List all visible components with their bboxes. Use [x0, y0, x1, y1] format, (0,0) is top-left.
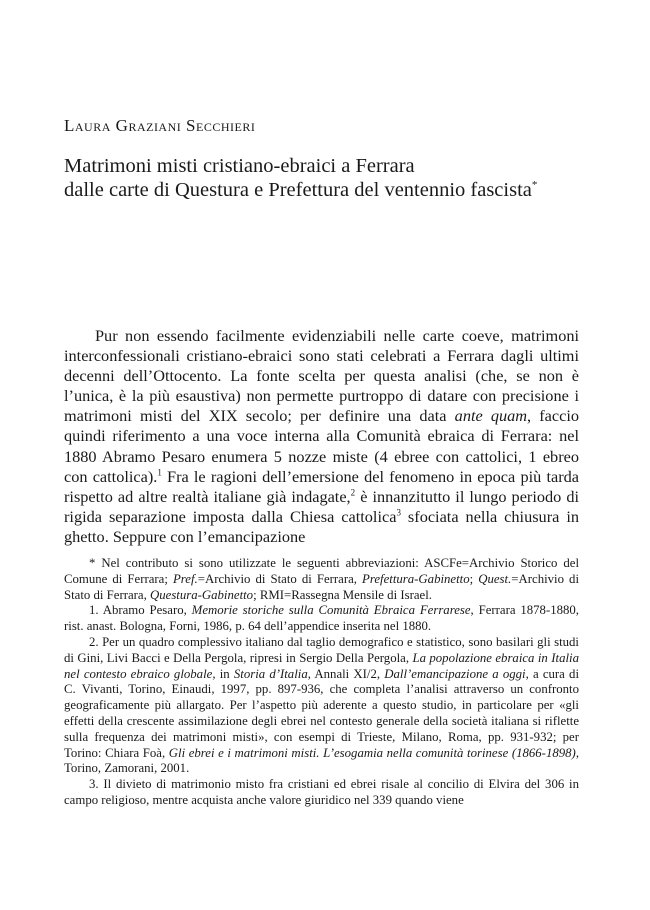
- note-text: , Annali XI/2,: [307, 666, 385, 681]
- note-text: =Archivio di Stato di Ferrara,: [64, 571, 580, 602]
- title-line-2: dalle carte di Questura e Prefettura del ventennio fascista: [64, 179, 532, 201]
- note-text: 2. Per un quadro complessivo italiano dal taglio demografico e statistico, sono basilari gli studi di Gini, Livi Bacci e Della Pergola, ripresi in Sergio Della Pergola,: [64, 634, 579, 665]
- note-text: , in: [212, 666, 234, 681]
- author-middle-name: raziani: [128, 116, 182, 135]
- note-text: ; RMI=Rassegna Mensile di Israel.: [253, 587, 432, 602]
- note-text: , a cura di C. Vivanti, Torino, Einaudi, 1997, pp. 897-936, che completa l’analisi attraverso un confronto geograficamente più allargato. Per l’aspetto più aderente a questo studio, in particolare per «gli effetti della crescente assimilazione degli ebrei nel contesto generale della società italiana si riflette sulla frequenza dei matrimoni misti», con esempi di Trieste, Milano, Roma, pp. 931-932; per Torino: Chiara Foà,: [64, 666, 579, 760]
- note-text: =Archivio di Stato di Ferrara,: [197, 571, 363, 586]
- body-paragraph: [64, 326, 579, 547]
- body-text-run: , faccio quindi riferimento a una voce interna alla Comunità ebraica di Ferrara: nel 1880 Abramo Pesaro enumera 5 nozze miste (4 ebree con cattolici, 1 ebreo con cattolica).: [64, 406, 580, 486]
- italic-ante-quam: ante quam: [454, 406, 528, 426]
- body-text-run: Fra le ragioni dell’emersione del fenomeno in epoca più tarda rispetto ad altre realtà italiane già indagate,: [64, 466, 579, 506]
- author-first-name: aura: [74, 116, 111, 135]
- author-initial: L: [64, 116, 75, 135]
- author-initial: G: [115, 116, 129, 135]
- note-italic: Pref.: [172, 571, 198, 586]
- footnote-ref-3[interactable]: 3: [396, 507, 401, 518]
- note-italic: Gli ebrei e i matrimoni misti. L’esogamia nella comunità torinese (1866-1898): [168, 745, 576, 760]
- note-text: , Torino, Zamorani, 2001.: [64, 745, 580, 776]
- note-italic: Dall’emancipazione a oggi: [384, 666, 526, 681]
- note-text: 1. Abramo Pesaro,: [89, 603, 192, 618]
- author-initial: S: [186, 116, 196, 135]
- note-italic: Quest.: [478, 571, 512, 586]
- footnote-abbreviations: [64, 556, 579, 603]
- footnote-3: 3. Il divieto di matrimonio misto fra cristiani ed ebrei risale al concilio di Elvira del 306 in campo religioso, mentre acquista anche valore giuridico nel 339 quando viene: [64, 777, 579, 807]
- footnote-ref-2[interactable]: 2: [350, 487, 356, 498]
- footnote-2: [64, 635, 579, 777]
- footnotes: [64, 556, 579, 809]
- footnote-ref-1[interactable]: 1: [157, 467, 162, 478]
- author-last-name: ecchieri: [195, 116, 256, 135]
- note-text: ;: [469, 571, 479, 586]
- note-text: * Nel contributo si sono utilizzate le seguenti abbreviazioni: ASCFe=Archivio Storico del Comune di Ferrara;: [64, 556, 579, 586]
- title-line-1: Matrimoni misti cristiano-ebraici a Ferrara: [64, 155, 415, 177]
- body-text-run: sfociata nella chiusura in ghetto. Seppure con l’emancipazione: [64, 506, 579, 546]
- note-italic: Questura-Gabinetto: [150, 587, 254, 602]
- body-text: [64, 326, 579, 547]
- note-italic: Prefettura-Gabinetto: [362, 571, 470, 586]
- body-text-run: Pur non essendo facilmente evidenziabili nelle carte coeve, matrimoni interconfessionali cristiano-ebraici sono stati celebrati a Ferrara dagli ultimi decenni dell’Ottocento. La fonte scelta per questa analisi (che, se non è l’unica, è la più esaustiva) non permette purtroppo di datare con precisione i matrimoni misti del XIX secolo; per definire una data: [64, 326, 579, 426]
- note-italic: Storia d’Italia: [233, 666, 308, 681]
- title-footnote-mark[interactable]: *: [531, 179, 538, 192]
- note-italic: Memorie storiche sulla Comunità Ebraica Ferrarese: [191, 603, 471, 618]
- note-italic: La popolazione ebraica in Italia nel contesto ebraico globale: [64, 650, 579, 681]
- body-text-run: è innanzitutto il lungo periodo di rigida separazione imposta dalla Chiesa cattolica: [64, 486, 580, 526]
- footnote-1: [64, 603, 579, 635]
- note-text: , Ferrara 1878-1880, rist. anast. Bologna, Forni, 1986, p. 64 dell’appendice inserita nel 1880.: [64, 603, 580, 634]
- author-name: [64, 116, 584, 136]
- article-title: [64, 154, 594, 202]
